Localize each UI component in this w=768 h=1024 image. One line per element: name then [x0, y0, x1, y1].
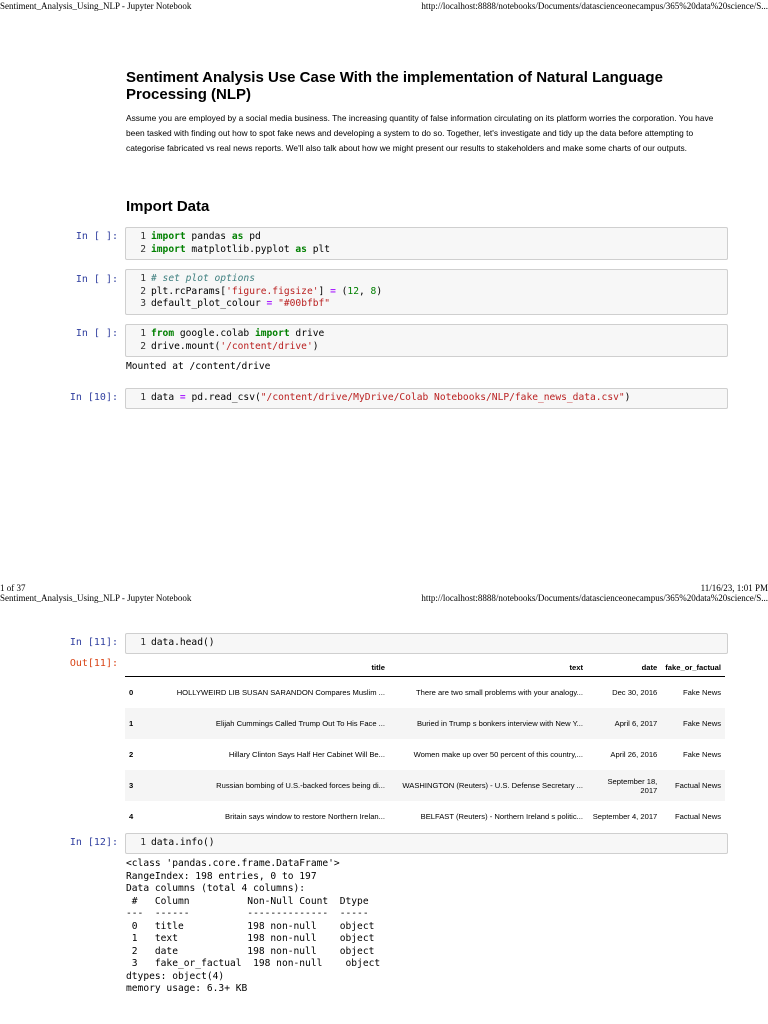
code-text: # set plot options: [151, 273, 255, 284]
code-line: [126, 341, 727, 354]
row-index: 1: [125, 708, 151, 739]
cell-date: April 26, 2016: [610, 750, 658, 759]
cell-label: Fake News: [683, 750, 721, 759]
code-cell-read-csv[interactable]: [125, 388, 728, 409]
column-header: title: [151, 658, 389, 677]
code-line: [126, 244, 727, 257]
cell-title: Russian bombing of U.S.-backed forces being di...: [151, 770, 389, 801]
table-row: [125, 739, 725, 770]
code-text: from google.colab import drive: [151, 328, 325, 339]
cell-text: There are two small problems with your analogy...: [416, 688, 583, 697]
line-number: 3: [140, 298, 146, 309]
code-cell-head[interactable]: [125, 633, 728, 654]
code-cell-plot-options[interactable]: [125, 269, 728, 315]
code-text: import pandas as pd: [151, 231, 261, 242]
code-line: [126, 637, 727, 650]
line-number: 1: [140, 273, 146, 284]
row-index: 0: [129, 688, 134, 697]
notebook-title: Sentiment_Analysis_Using_NLP - Jupyter Notebook: [0, 1, 192, 11]
table-row: [125, 708, 725, 739]
notebook-title: Sentiment_Analysis_Using_NLP - Jupyter Notebook: [0, 593, 192, 603]
page-url: http://localhost:8888/notebooks/Documents/datascienceonecampus/365%20data%20science/S...: [421, 1, 768, 11]
cell-prompt: In [11]:: [69, 637, 118, 648]
row-index: 4: [129, 812, 134, 821]
row-index: 3: [125, 770, 151, 801]
dataframe-head-table: [125, 658, 725, 832]
page-number: 1 of 37: [0, 583, 26, 593]
code-text: import matplotlib.pyplot as plt: [151, 243, 331, 255]
code-line: [126, 231, 727, 244]
code-text: data = pd.read_csv("/content/drive/MyDrive/Colab Notebooks/NLP/fake_news_data.csv"): [151, 392, 631, 403]
intro-paragraph: Assume you are employed by a social media business. The increasing quantity of false information circulating on its platform worries the corporation. You have been tasked with finding out how to spot fake news and developing a system to do so. Together, let's investigate and tidy up the data before attempting to categorise fabricated vs real news reports. We'll also talk about how we might present our results to stakeholders and make some charts of our outputs.: [126, 113, 714, 153]
code-text: data.head(): [151, 637, 215, 648]
cell-prompt: In [10]:: [69, 392, 118, 403]
print-timestamp: 11/16/23, 1:01 PM: [700, 583, 768, 593]
output-prompt: Out[11]:: [69, 658, 118, 669]
table-row: [125, 770, 725, 801]
cell-date: September 18, 2017: [587, 770, 661, 801]
code-text: data.info(): [151, 837, 215, 848]
cell-date: April 6, 2017: [587, 708, 661, 739]
line-number: 1: [140, 392, 146, 403]
notebook-heading: Sentiment Analysis Use Case With the implementation of Natural Language Processing (NLP): [126, 69, 663, 103]
code-cell-imports[interactable]: [125, 227, 728, 260]
column-header: date: [587, 658, 661, 677]
code-cell-mount-drive[interactable]: [125, 324, 728, 357]
cell-prompt: In [ ]:: [75, 274, 118, 285]
page-url: http://localhost:8888/notebooks/Documents/datascienceonecampus/365%20data%20science/S...: [421, 593, 768, 603]
cell-text: Buried in Trump s bonkers interview with New Y...: [389, 708, 587, 739]
code-line: [126, 392, 727, 405]
code-text: default_plot_colour = "#00bfbf": [151, 298, 331, 309]
code-text: plt.rcParams['figure.figsize'] = (12, 8): [151, 285, 383, 297]
code-text: drive.mount('/content/drive'): [151, 340, 319, 352]
cell-prompt: In [ ]:: [75, 328, 118, 339]
cell-label: Fake News: [661, 708, 725, 739]
column-header: text: [389, 658, 587, 677]
line-number: 1: [140, 637, 146, 648]
page2-header: [0, 592, 768, 606]
line-number: 2: [140, 243, 146, 255]
info-output: <class 'pandas.core.frame.DataFrame'> RangeIndex: 198 entries, 0 to 197 Data columns (total 4 columns): # Column Non-Null Count Dtype --- ------ -------------- ----- 0 title 198 non-null object 1 text 198 non-null object 2 date 198 non-null object 3 fake_or_factual 198 non-null object dtypes: object(4) memory usage: 6.3+ KB: [126, 858, 381, 994]
cell-text: WASHINGTON (Reuters) - U.S. Defense Secretary ...: [389, 770, 587, 801]
page1-header: [0, 0, 768, 14]
table-row: [125, 801, 725, 832]
cell-label: Factual News: [661, 770, 725, 801]
line-number: 1: [140, 328, 146, 339]
table-header-row: [125, 658, 725, 677]
cell-date: Dec 30, 2016: [612, 688, 658, 697]
section-heading-import-data: Import Data: [126, 198, 210, 215]
mount-output: Mounted at /content/drive: [126, 361, 271, 372]
code-line: [126, 273, 727, 286]
cell-title: Hillary Clinton Says Half Her Cabinet Will Be...: [228, 750, 385, 759]
cell-prompt: In [12]:: [69, 837, 118, 848]
cell-title: Elijah Cummings Called Trump Out To His Face ...: [151, 708, 389, 739]
column-header: fake_or_factual: [661, 658, 725, 677]
line-number: 1: [140, 837, 146, 848]
line-number: 2: [140, 285, 146, 297]
line-number: 1: [140, 231, 146, 242]
code-line: [126, 837, 727, 850]
cell-text: BELFAST (Reuters) - Northern Ireland s politic...: [420, 812, 583, 821]
cell-label: Factual News: [674, 812, 721, 821]
cell-title: HOLLYWEIRD LIB SUSAN SARANDON Compares Muslim ...: [176, 688, 385, 697]
code-line: [126, 298, 727, 311]
table-row: [125, 677, 725, 709]
cell-title: Britain says window to restore Northern Irelan...: [225, 812, 385, 821]
cell-label: Fake News: [683, 688, 721, 697]
code-cell-info[interactable]: [125, 833, 728, 854]
line-number: 2: [140, 340, 146, 352]
code-line: [126, 286, 727, 299]
cell-text: Women make up over 50 percent of this country,...: [413, 750, 583, 759]
code-line: [126, 328, 727, 341]
cell-date: September 4, 2017: [592, 812, 658, 821]
row-index: 2: [129, 750, 134, 759]
cell-prompt: In [ ]:: [75, 231, 118, 242]
column-header: [125, 658, 151, 677]
